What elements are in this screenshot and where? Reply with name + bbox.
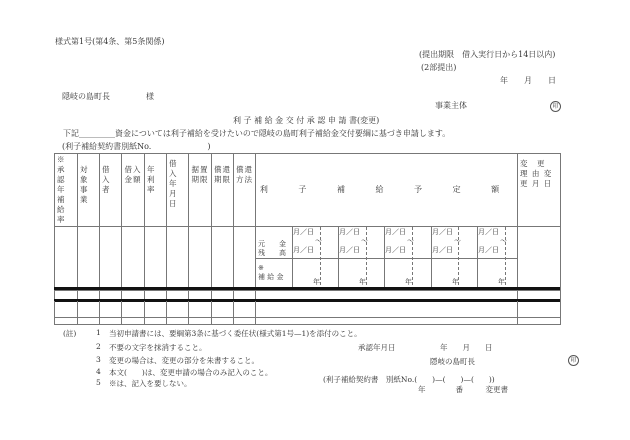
cont-cell[interactable] <box>234 301 256 325</box>
cell-annual-rate[interactable] <box>145 227 167 291</box>
approval-date-label: 承認年月日 <box>358 343 396 352</box>
note-number: 2 <box>96 342 101 351</box>
cell-loan-date[interactable] <box>167 227 189 291</box>
application-table <box>54 153 561 318</box>
col-loan-date: 借 入 年 月 日 <box>167 154 189 227</box>
col-approval-rate: ※ 承 認 年 補 給 率 <box>55 154 78 227</box>
contract-sub: 年 番 変更書 <box>418 385 508 394</box>
table-header-row <box>55 154 561 227</box>
cell-loan-amount[interactable] <box>122 227 145 291</box>
col-change-reason-date: 変 更 理 由 変 更 月 日 <box>518 154 561 227</box>
note-text: 不要の文字を抹消すること。 <box>109 343 207 352</box>
note-text: ※は、記入を要しない。 <box>109 379 192 388</box>
cont-cell[interactable] <box>145 301 167 325</box>
approval-date-value: 年 月 日 <box>440 343 493 352</box>
body-text: 下記_________資金については利子補給を受けたいので隠岐の島町利子補給金交付要綱に基づき申請します。 <box>63 129 451 138</box>
cont-cell[interactable] <box>122 301 145 325</box>
principal-balance-label: 元 金 残 高 <box>258 240 286 257</box>
note-text: 変更の場合は、変更の部分を朱書すること。 <box>109 356 259 365</box>
application-date: 年 月 日 <box>500 76 556 85</box>
addressee-honorific: 様 <box>146 92 154 101</box>
contract-line: (利子補給契約書 別紙No.( )—( )—( )) <box>323 375 495 384</box>
addressee: 隠岐の島町長 <box>62 92 110 101</box>
cont-cell[interactable] <box>100 301 122 325</box>
note-number: 5 <box>96 378 101 387</box>
period-cell-2[interactable]: 月／日 〜 月／日 年 <box>339 228 368 286</box>
continuation-table <box>54 301 561 325</box>
cell-repayment-period[interactable] <box>212 227 234 291</box>
cell-change-reason[interactable] <box>518 227 561 291</box>
cell-deferment-period[interactable] <box>189 227 212 291</box>
cell-repayment-method[interactable] <box>234 227 256 291</box>
col-loan-amount: 借入 金額 <box>122 154 145 227</box>
cell-schedule <box>256 227 518 291</box>
section-divider-top <box>54 287 560 290</box>
seal-icon: 印 <box>550 101 561 112</box>
form-number: 様式第1号(第4条、第5条関係) <box>55 37 165 46</box>
cell-borrower[interactable] <box>100 227 122 291</box>
col-target-project: 対 象 事 業 <box>78 154 100 227</box>
seal-icon: 印 <box>568 355 579 366</box>
document-title: 利 子 補 給 金 交 付 承 認 申 請 書(変更) <box>233 116 380 125</box>
cont-cell[interactable] <box>189 301 212 325</box>
cont-cell[interactable] <box>518 301 561 325</box>
col-annual-rate: 年 利 率 <box>145 154 167 227</box>
col-repayment-period: 償還 期限 <box>212 154 234 227</box>
cont-cell[interactable] <box>212 301 234 325</box>
cell-approval-rate[interactable] <box>55 227 78 291</box>
applicant-label: 事業主体 <box>435 101 467 110</box>
cont-cell[interactable] <box>78 301 100 325</box>
notes-label: (註) <box>63 329 77 338</box>
period-cell-3[interactable]: 月／日 〜 月／日 年 <box>385 228 414 286</box>
continuation-row <box>55 301 561 325</box>
note-text: 当初申請書には、要綱第3条に基づく委任状(様式第1号—1)を添付のこと。 <box>109 329 362 338</box>
deadline-note: (提出期限 借入実行日から14日以内) <box>419 50 556 59</box>
cell-target-project[interactable] <box>78 227 100 291</box>
copies-note: (2部提出) <box>421 63 457 72</box>
cont-cell[interactable] <box>256 301 518 325</box>
period-cell-4[interactable]: 月／日 〜 月／日 年 <box>432 228 461 286</box>
table-data-row <box>55 227 561 291</box>
cont-cell[interactable] <box>55 301 78 325</box>
approver-seal <box>568 355 579 366</box>
note-number: 4 <box>96 367 101 376</box>
approver-name: 隠岐の島町長 <box>430 357 475 366</box>
contract-reference: (利子補給契約書別紙No. ) <box>62 142 211 151</box>
note-number: 1 <box>96 328 101 337</box>
note-text: 本文( )は、変更申請の場合のみ記入のこと。 <box>109 368 273 377</box>
cont-cell[interactable] <box>167 301 189 325</box>
subsidy-amount-label: ※ 補 給 金 <box>258 264 284 281</box>
period-cell-1[interactable]: 月／日 〜 月／日 年 <box>293 228 322 286</box>
note-number: 3 <box>96 355 101 364</box>
col-borrower: 借 入 者 <box>100 154 122 227</box>
applicant-seal <box>550 101 561 112</box>
col-repayment-method: 償還 方法 <box>234 154 256 227</box>
period-cell-5[interactable]: 月／日 〜 月／日 年 <box>478 228 507 286</box>
col-subsidy-schedule: 利 子 補 給 予 定 額 <box>256 154 518 227</box>
col-deferment-period: 据置 期限 <box>189 154 212 227</box>
